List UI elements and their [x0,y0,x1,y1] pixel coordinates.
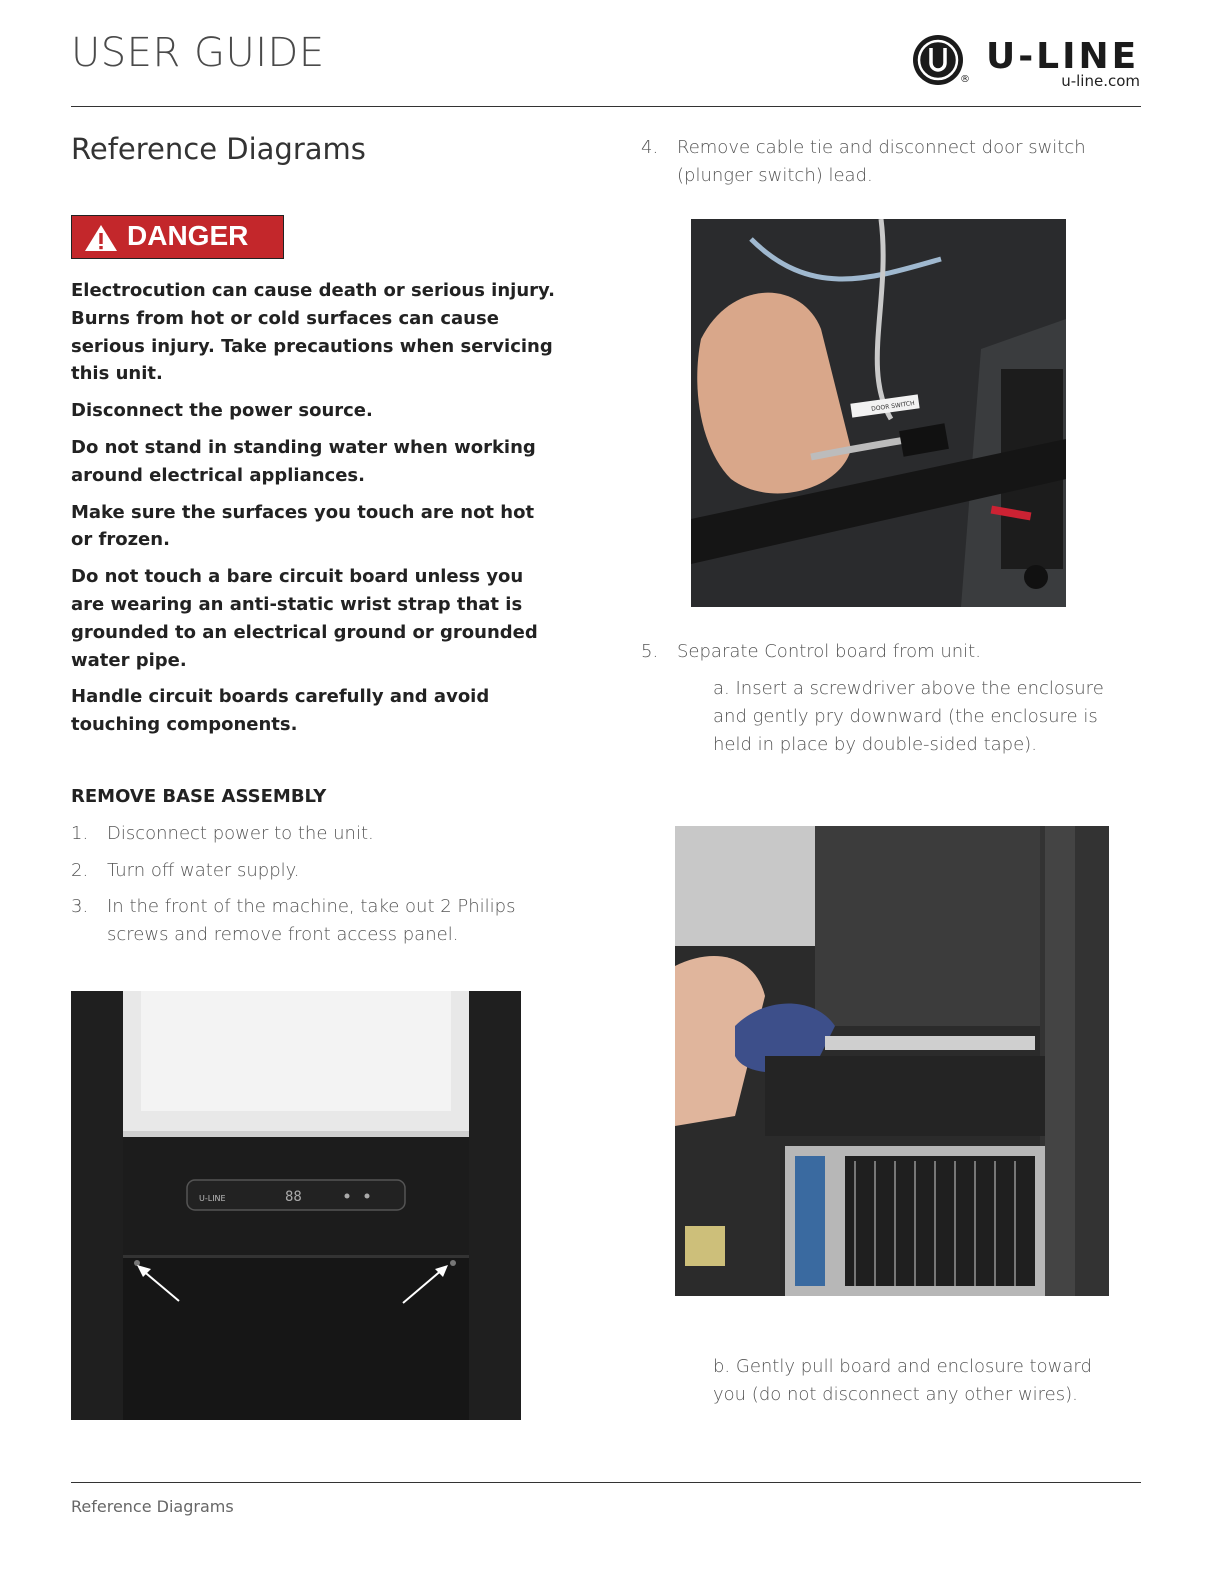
door-switch-illustration [691,219,1066,607]
door-switch-tag: DOOR SWITCH [870,399,916,413]
warning-paragraph: Do not stand in standing water when working around electrical appliances. [71,436,536,486]
step-text: Turn off water supply. [107,860,300,881]
registered-mark: ® [960,74,970,85]
step-text: In the front of the machine, take out 2 Philips screws and remove front access panel. [107,896,516,945]
substep-text: a. Insert a screwdriver above the enclosure and gently pry downward (the enclosure is held in place by double-sided tape). [713,678,1104,755]
step-item [641,638,1141,666]
step-item [641,134,1141,190]
procedure-heading: REMOVE BASE ASSEMBLY [71,786,327,807]
footer-section-name: Reference Diagrams [71,1497,234,1516]
door-switch-photo [691,219,1066,607]
step-number: 4. [641,137,659,158]
step-number: 5. [641,641,659,662]
step-text: Disconnect power to the unit. [107,823,374,844]
step-item [71,893,571,949]
step-number: 1. [71,823,89,844]
step-text: Separate Control board from unit. [677,641,981,662]
control-board-photo [675,826,1109,1296]
substep-text: b. Gently pull board and enclosure toward you (do not disconnect any other wires). [713,1356,1092,1405]
step-text: Remove cable tie and disconnect door switch (plunger switch) lead. [677,137,1086,186]
uline-logo [912,34,1142,94]
header-divider [71,106,1141,107]
substep-item [713,1353,1125,1409]
control-board-illustration [675,826,1109,1296]
danger-warnings [71,277,561,748]
panel-display: 88 [285,1189,302,1205]
warning-paragraph: Do not touch a bare circuit board unless you are wearing an anti-static wrist strap that is grounded to an electrical ground or grounded water pipe. [71,566,538,671]
step-number: 3. [71,896,89,917]
document-title: USER GUIDE [71,30,325,76]
danger-badge [71,215,284,259]
front-panel-illustration [71,991,521,1420]
footer-divider [71,1482,1141,1483]
step-item [71,820,571,848]
step-item [71,857,571,885]
logo-wordmark: U-LINE [986,36,1140,77]
warning-triangle-icon [84,224,118,252]
panel-brand: U-LINE [199,1194,226,1203]
danger-label: DANGER [127,220,249,251]
warning-paragraph: Disconnect the power source. [71,400,373,422]
warning-paragraph: Electrocution can cause death or serious injury. Burns from hot or cold surfaces can cause serious injury. Take precautions when servicing this unit. [71,280,555,385]
logo-url: u-line.com [1061,72,1140,90]
front-panel-photo [71,991,521,1420]
uline-logo-mark-icon [912,34,964,86]
warning-paragraph: Make sure the surfaces you touch are not hot or frozen. [71,501,535,551]
step-number: 2. [71,860,89,881]
section-title: Reference Diagrams [71,132,366,166]
substep-item [713,675,1125,759]
warning-paragraph: Handle circuit boards carefully and avoid touching components. [71,686,490,736]
